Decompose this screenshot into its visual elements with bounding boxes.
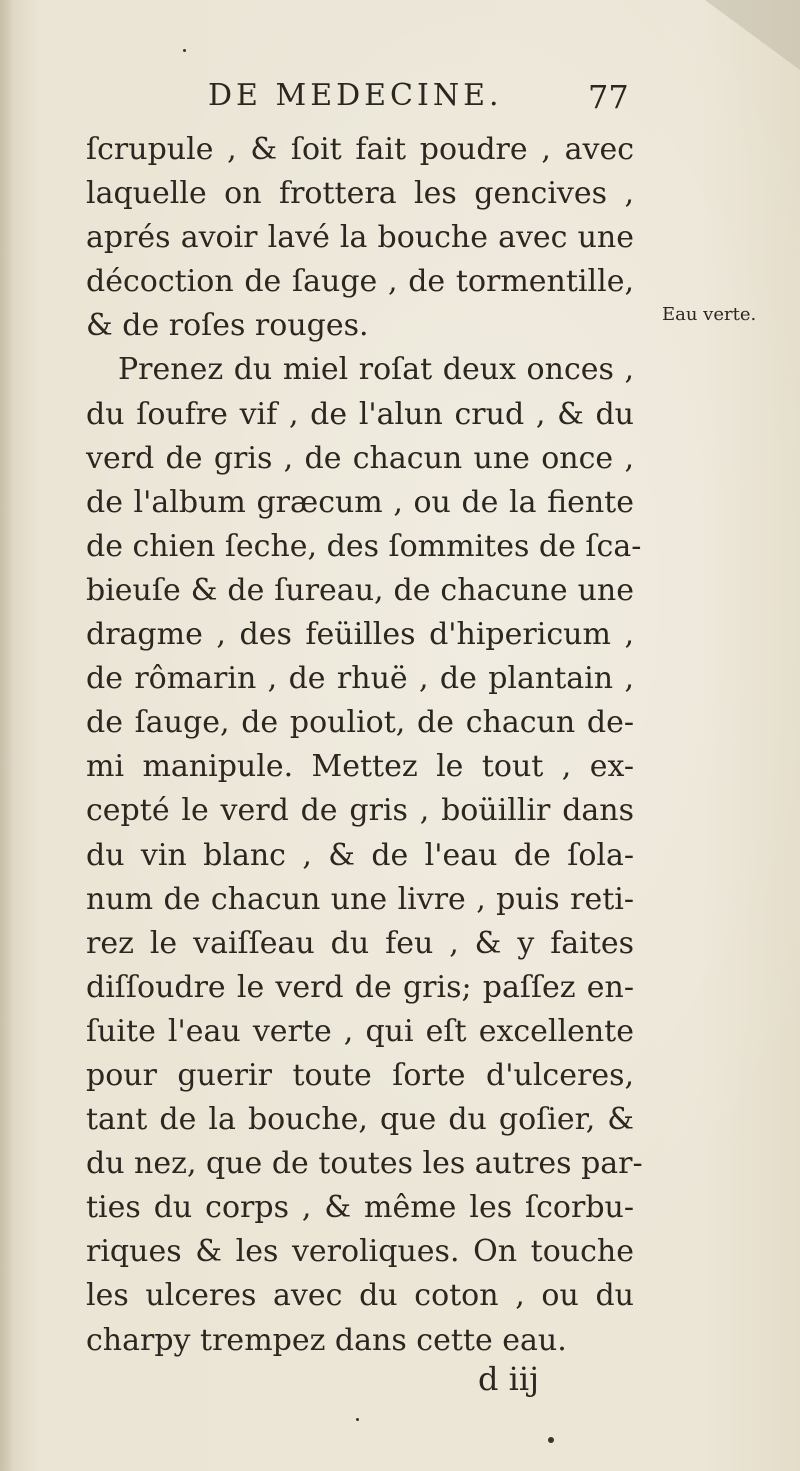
text-line: de l'album græcum , ou de la fiente [86, 484, 634, 520]
text-line: aprés avoir lavé la bouche avec une [86, 220, 634, 256]
text-line: charpy trempez dans cette eau. [86, 1322, 567, 1358]
gutter-shadow [0, 0, 14, 1471]
page-number: 77 [588, 78, 629, 116]
text-line: ſuite l'eau verte , qui eſt excellente [86, 1013, 634, 1049]
text-line: riques & les veroliques. On touche [86, 1234, 634, 1270]
signature-mark: d iij [478, 1360, 540, 1398]
text-line: pour guerir toute ſorte d'ulceres, [86, 1057, 634, 1093]
text-line: du ſoufre vif , de l'alun crud , & du [86, 396, 634, 432]
ink-speck [356, 1418, 359, 1421]
text-line: de ſauge, de pouliot, de chacun de- [86, 705, 634, 741]
ink-speck [183, 49, 186, 52]
running-title: DE MEDECINE. [208, 78, 503, 113]
text-line: num de chacun une livre , puis reti- [86, 881, 634, 917]
body-text [86, 128, 643, 1363]
text-line: mi manipule. Mettez le tout , ex- [86, 749, 634, 785]
text-line: laquelle on frottera les gencives , [86, 176, 634, 212]
text-line: les ulceres avec du coton , ou du [86, 1278, 634, 1314]
text-line: ties du corps , & même les ſcorbu- [86, 1190, 634, 1226]
margin-note: Eau verte. [662, 304, 757, 325]
ink-speck [548, 1437, 554, 1443]
text-line: & de roſes rouges. [86, 308, 369, 344]
text-line: du vin blanc , & de l'eau de ſola- [86, 837, 634, 873]
page-header [200, 78, 640, 128]
text-line: cepté le verd de gris , boüillir dans [86, 793, 634, 829]
text-line: rez le vaiſſeau du feu , & y faites [86, 925, 634, 961]
text-line: de chien ſeche, des ſommites de ſca- [86, 528, 642, 564]
text-line: du nez, que de toutes les autres par- [86, 1146, 643, 1182]
text-line: de rômarin , de rhuë , de plantain , [86, 661, 634, 697]
page-corner [705, 0, 800, 70]
text-line: ſcrupule , & ſoit fait poudre , avec [86, 132, 634, 167]
text-line: tant de la bouche, que du goſier, & [86, 1102, 634, 1138]
text-line: verd de gris , de chacun une once , [86, 440, 634, 476]
text-line: décoction de ſauge , de tormentille, [86, 264, 634, 300]
text-line: dragme , des feüilles d'hipericum , [86, 617, 634, 653]
text-line: diſſoudre le verd de gris; paſſez en- [86, 969, 634, 1005]
text-line: Prenez du miel roſat deux onces , [118, 352, 634, 388]
text-line: bieuſe & de ſureau, de chacune une [86, 572, 634, 608]
